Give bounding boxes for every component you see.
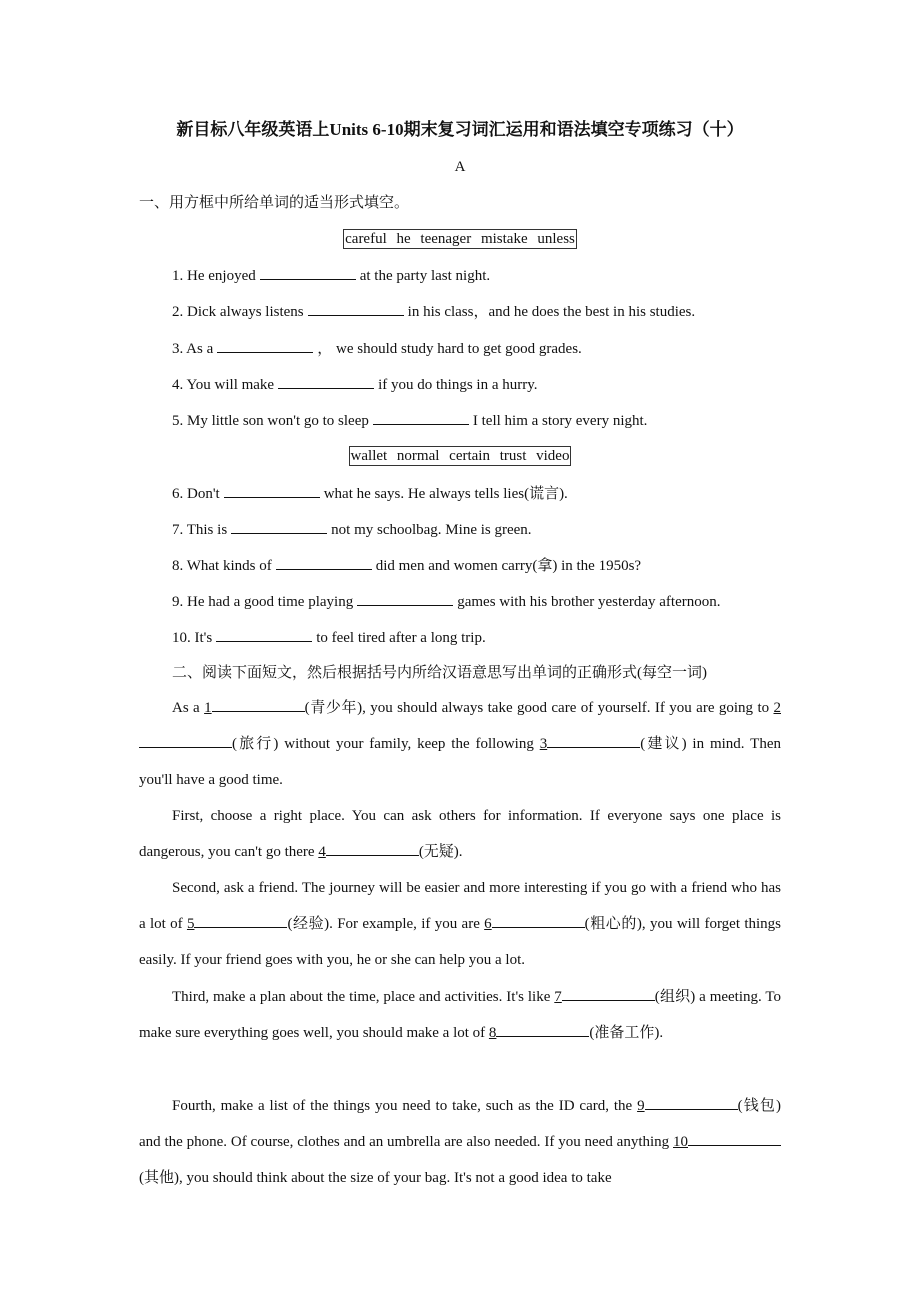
section1-heading: 一、用方框中所给单词的适当形式填空。 (139, 195, 410, 211)
section2-heading: 二、阅读下面短文，然后根据括号内所给汉语意思写出单词的正确形式(每空一词) (172, 665, 707, 681)
question-9: 9. He had a good time playing games with his brother yesterday afternoon. (172, 591, 720, 612)
passage-paragraph-1: As a 1 (青少年), you should always take good care of yourself. If you are going to 2(旅行) without your family, keep the following 3 (建议) in mind. Then you'll have a good time. (139, 690, 781, 799)
word-box-1-text: careful he teenager mistake unless (345, 231, 575, 247)
answer-blank[interactable] (357, 591, 453, 606)
question-2: 2. Dick always listens in his class，and he does the best in his studies. (172, 301, 695, 322)
answer-blank[interactable] (212, 697, 305, 712)
answer-blank[interactable] (308, 301, 404, 316)
answer-blank[interactable] (260, 265, 356, 280)
answer-blank[interactable] (194, 913, 287, 928)
question-5: 5. My little son won't go to sleep I tell him a story every night. (172, 410, 647, 431)
answer-blank[interactable] (645, 1095, 738, 1110)
answer-blank[interactable] (496, 1022, 589, 1037)
answer-blank[interactable] (276, 555, 372, 570)
question-10: 10. It's to feel tired after a long trip. (172, 627, 486, 648)
answer-blank[interactable] (326, 841, 419, 856)
passage-paragraph-4: Third, make a plan about the time, place and activities. It's like 7 (组织) a meeting. To make sure everything goes well, you should make a lot of 8 (准备工作). (139, 979, 781, 1051)
answer-blank[interactable] (217, 338, 313, 353)
passage-paragraph-3: Second, ask a friend. The journey will be easier and more interesting if you go with a friend who has a lot of 5 (经验). For example, if you are 6 (粗心的), you will forget things easily. If your friend goes with you, he or she can help you a lot. (139, 880, 782, 969)
question-1: 1. He enjoyed at the party last night. (172, 265, 490, 286)
passage-paragraph-5: Fourth, make a list of the things you need to take, such as the ID card, the 9 (钱包) and the phone. Of course, clothes and an umbrella are also needed. If you need anything 10(其他), you should think about the size of your bag. It's not a good idea to take (139, 1088, 781, 1197)
question-4: 4. You will make if you do things in a hurry. (172, 374, 538, 395)
answer-blank[interactable] (216, 627, 312, 642)
answer-blank[interactable] (231, 519, 327, 534)
question-6: 6. Don't what he says. He always tells lies(谎言). (172, 483, 568, 504)
answer-blank[interactable] (139, 733, 232, 748)
answer-blank[interactable] (278, 374, 374, 389)
question-7: 7. This is not my schoolbag. Mine is green. (172, 519, 532, 540)
answer-blank[interactable] (373, 410, 469, 425)
answer-blank[interactable] (224, 483, 320, 498)
answer-blank[interactable] (562, 986, 655, 1001)
page-subtitle: A (454, 159, 466, 175)
answer-blank[interactable] (547, 733, 640, 748)
word-box-2 (0, 446, 920, 466)
word-box-1 (0, 229, 920, 249)
passage-paragraph-2: First, choose a right place. You can ask others for information. If everyone says one place is dangerous, you can't go there 4 (无疑). (139, 808, 781, 861)
question-8: 8. What kinds of did men and women carry(拿) in the 1950s? (172, 555, 641, 576)
answer-blank[interactable] (492, 913, 585, 928)
page-title: 新目标八年级英语上Units 6-10期末复习词汇运用和语法填空专项练习（十） (176, 120, 744, 139)
word-box-2-text: wallet normal certain trust video (350, 448, 570, 464)
question-3: 3. As a ， we should study hard to get good grades. (172, 338, 582, 359)
answer-blank[interactable] (688, 1131, 781, 1146)
